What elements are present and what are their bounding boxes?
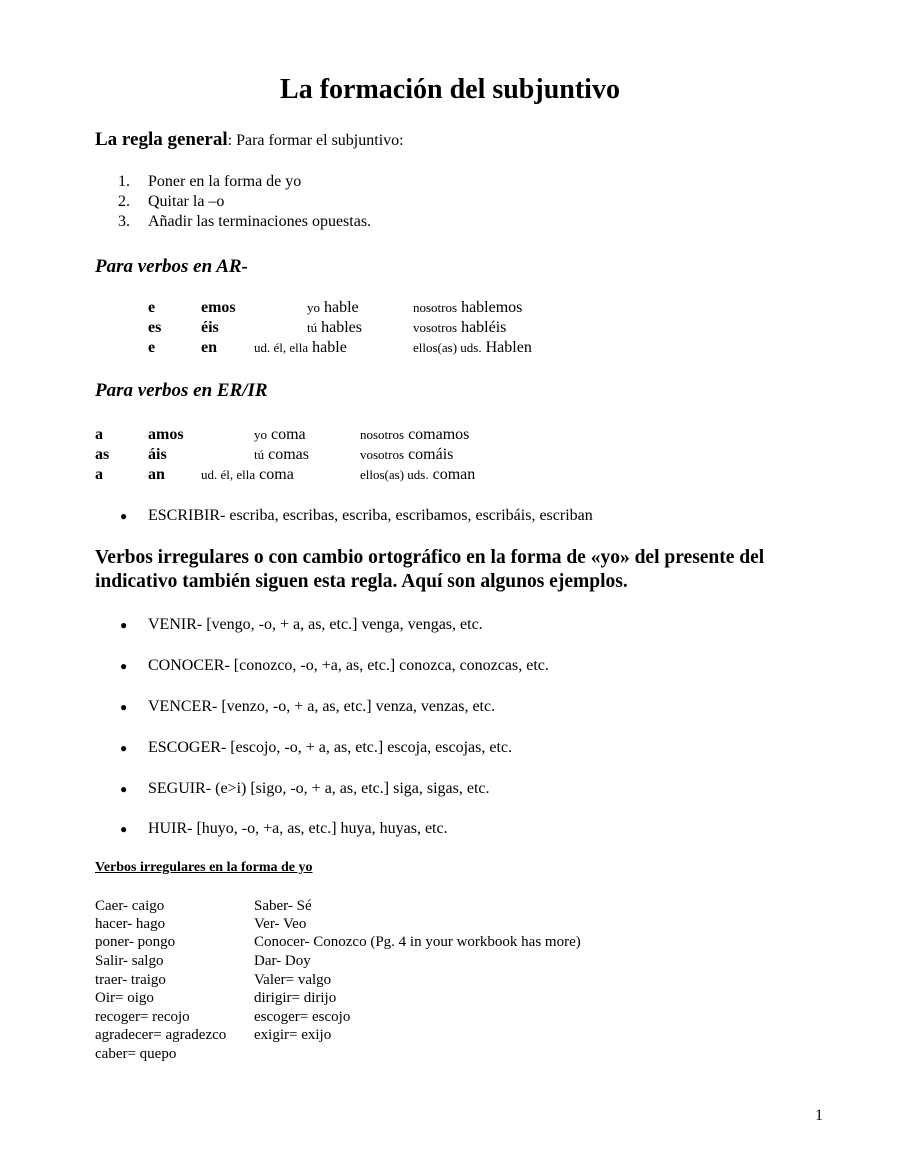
list-item: 3. Añadir las terminaciones opuestas. [118, 213, 372, 230]
pronoun: yo [307, 300, 320, 315]
rule-text: : Para formar el subjuntivo: [227, 132, 404, 149]
example-text: CONOCER- [conozco, -o, +a, as, etc.] conozca, conozcas, etc. [148, 657, 549, 674]
pronoun: ellos(as) uds. [413, 340, 482, 355]
rule-label: La regla general [95, 129, 228, 150]
ar-ending-plural: emos [201, 299, 236, 316]
bullet-icon: ● [120, 509, 128, 523]
verb-form: coman [432, 466, 476, 483]
list-item [120, 507, 593, 525]
bullet-icon: ● [120, 618, 128, 632]
list-item: 2. Quitar la –o [118, 193, 225, 210]
verb-form: Hablen [485, 339, 532, 356]
list-item [120, 780, 490, 798]
example-text: ESCRIBIR- escriba, escribas, escriba, escribamos, escribáis, escriban [148, 507, 593, 524]
list-item: caber= quepo [95, 1046, 177, 1062]
example-text: HUIR- [huyo, -o, +a, as, etc.] huya, huyas, etc. [148, 820, 448, 837]
page-number: 1 [815, 1107, 823, 1124]
pronoun: ud. él, ella [201, 467, 256, 482]
erir-ending: a [95, 426, 103, 443]
list-item: 1. Poner en la forma de yo [118, 173, 302, 190]
list-item: poner- pongo [95, 934, 176, 950]
example-text: ESCOGER- [escojo, -o, + a, as, etc.] escoja, escojas, etc. [148, 739, 513, 756]
list-item: dirigir= dirijo [254, 990, 337, 1006]
example-text: SEGUIR- (e>i) [sigo, -o, + a, as, etc.] siga, sigas, etc. [148, 780, 490, 797]
verb-form: comamos [408, 426, 470, 443]
ar-ending: es [148, 319, 162, 336]
page-title: La formación del subjuntivo [280, 74, 620, 105]
verb-form: coma [271, 426, 306, 443]
ar-ending: e [148, 339, 156, 356]
erir-ending: a [95, 466, 103, 483]
list-item [120, 616, 483, 634]
list-item [120, 657, 549, 675]
verb-form: coma [259, 466, 294, 483]
ar-ending-plural: éis [201, 319, 219, 336]
list-item: Oir= oigo [95, 990, 154, 1006]
pronoun: tú [254, 447, 265, 462]
pronoun: nosotros [360, 427, 405, 442]
irregular-intro: Verbos irregulares o con cambio ortográfico en la forma de «yo» del presente del indicativo también siguen esta regla. Aquí son algunos ejemplos. [95, 547, 765, 592]
list-item: recoger= recojo [95, 1009, 190, 1025]
list-item: Conocer- Conozco (Pg. 4 in your workbook has more) [254, 934, 581, 950]
erir-ending: as [95, 446, 110, 463]
list-item [120, 739, 512, 757]
verb-form: comáis [408, 446, 454, 463]
bullet-icon: ● [120, 782, 128, 796]
list-item: exigir= exijo [254, 1027, 332, 1043]
list-item: Saber- Sé [254, 898, 312, 914]
ar-ending-plural: en [201, 339, 217, 356]
list-item: Caer- caigo [95, 898, 165, 914]
ar-heading: Para verbos en AR- [95, 256, 248, 277]
pronoun: vosotros [360, 447, 405, 462]
list-item: agradecer= agradezco [95, 1027, 227, 1043]
verb-form: habléis [461, 319, 507, 336]
list-item: escoger= escojo [254, 1009, 351, 1025]
bullet-icon: ● [120, 741, 128, 755]
verb-form: hable [312, 339, 347, 356]
pronoun: nosotros [413, 300, 458, 315]
bullet-icon: ● [120, 700, 128, 714]
pronoun: tú [307, 320, 318, 335]
erir-ending-plural: amos [148, 426, 184, 443]
list-item: traer- traigo [95, 972, 166, 988]
erir-ending-plural: an [148, 466, 165, 483]
yo-irregular-heading: Verbos irregulares en la forma de yo [95, 860, 313, 875]
example-text: VENIR- [vengo, -o, + a, as, etc.] venga, vengas, etc. [148, 616, 483, 633]
erir-heading: Para verbos en ER/IR [95, 380, 268, 401]
pronoun: ellos(as) uds. [360, 467, 429, 482]
rule-intro [95, 129, 404, 151]
list-item: Ver- Veo [254, 916, 307, 932]
verb-form: hable [324, 299, 359, 316]
list-item [120, 698, 495, 716]
bullet-icon: ● [120, 659, 128, 673]
list-item [120, 820, 448, 838]
list-item: hacer- hago [95, 916, 166, 932]
erir-ending-plural: áis [148, 446, 167, 463]
verb-form: comas [268, 446, 309, 463]
verb-form: hablemos [461, 299, 523, 316]
list-item: Valer= valgo [254, 972, 332, 988]
pronoun: yo [254, 427, 267, 442]
verb-form: hables [321, 319, 362, 336]
example-text: VENCER- [venzo, -o, + a, as, etc.] venza, venzas, etc. [148, 698, 496, 715]
ar-ending: e [148, 299, 156, 316]
list-item: Salir- salgo [95, 953, 164, 969]
bullet-icon: ● [120, 822, 128, 836]
list-item: Dar- Doy [254, 953, 311, 969]
pronoun: ud. él, ella [254, 340, 309, 355]
pronoun: vosotros [413, 320, 458, 335]
